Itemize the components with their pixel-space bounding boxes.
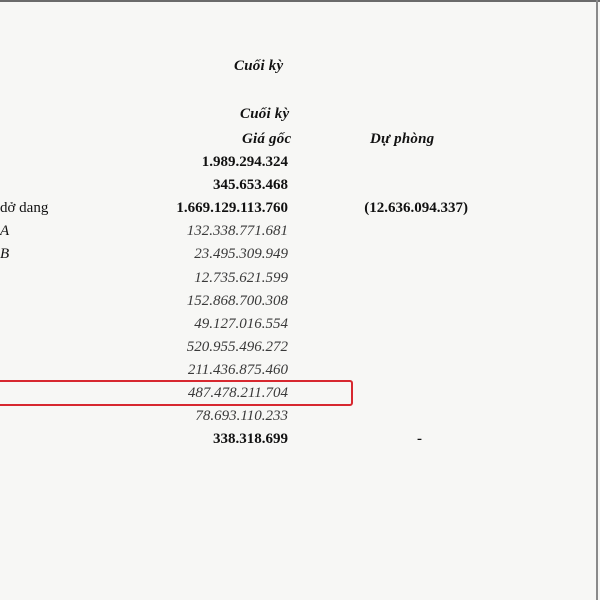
column-cost-header: Giá gốc [242, 131, 292, 147]
right-border [596, 0, 598, 600]
table-row [0, 223, 560, 245]
row-label: B [0, 246, 10, 263]
table-row [0, 177, 560, 199]
row-label: A [0, 223, 10, 240]
cost-value: 49.127.016.554 [194, 315, 288, 332]
row-label: dở dang [0, 200, 49, 217]
provision-value: (12.636.094.337) [364, 200, 468, 217]
cost-value: 1.669.129.113.760 [176, 200, 288, 217]
table-row [0, 246, 560, 268]
table-row [0, 200, 560, 222]
table-row [0, 270, 560, 292]
cost-value: 132.338.771.681 [186, 223, 288, 240]
table-row [0, 431, 560, 453]
cost-value: 345.653.468 [213, 177, 288, 194]
table-row [0, 293, 560, 315]
cost-value: 338.318.699 [213, 431, 288, 448]
cost-value: 78.693.110.233 [195, 408, 288, 425]
table-row [0, 316, 560, 338]
cost-value: 1.989.294.324 [201, 154, 288, 170]
table-row [0, 408, 560, 430]
highlighted-cost-value: 487.478.211.704 [187, 385, 288, 401]
top-border [0, 0, 600, 2]
cost-value: 211.436.875.460 [187, 361, 288, 378]
table-row [0, 339, 560, 361]
provision-value: - [417, 431, 422, 448]
cost-value: 23.495.309.949 [194, 246, 288, 263]
column-provision-header: Dự phòng [370, 131, 435, 147]
column-period-header: Cuối kỳ [240, 106, 290, 122]
cost-value: 12.735.621.599 [194, 269, 288, 286]
highlight-box [0, 380, 353, 406]
document-title: Cuối kỳ [234, 58, 284, 74]
cost-value: 152.868.700.308 [186, 292, 288, 309]
table-row [0, 154, 560, 176]
cost-value: 520.955.496.272 [186, 338, 288, 355]
